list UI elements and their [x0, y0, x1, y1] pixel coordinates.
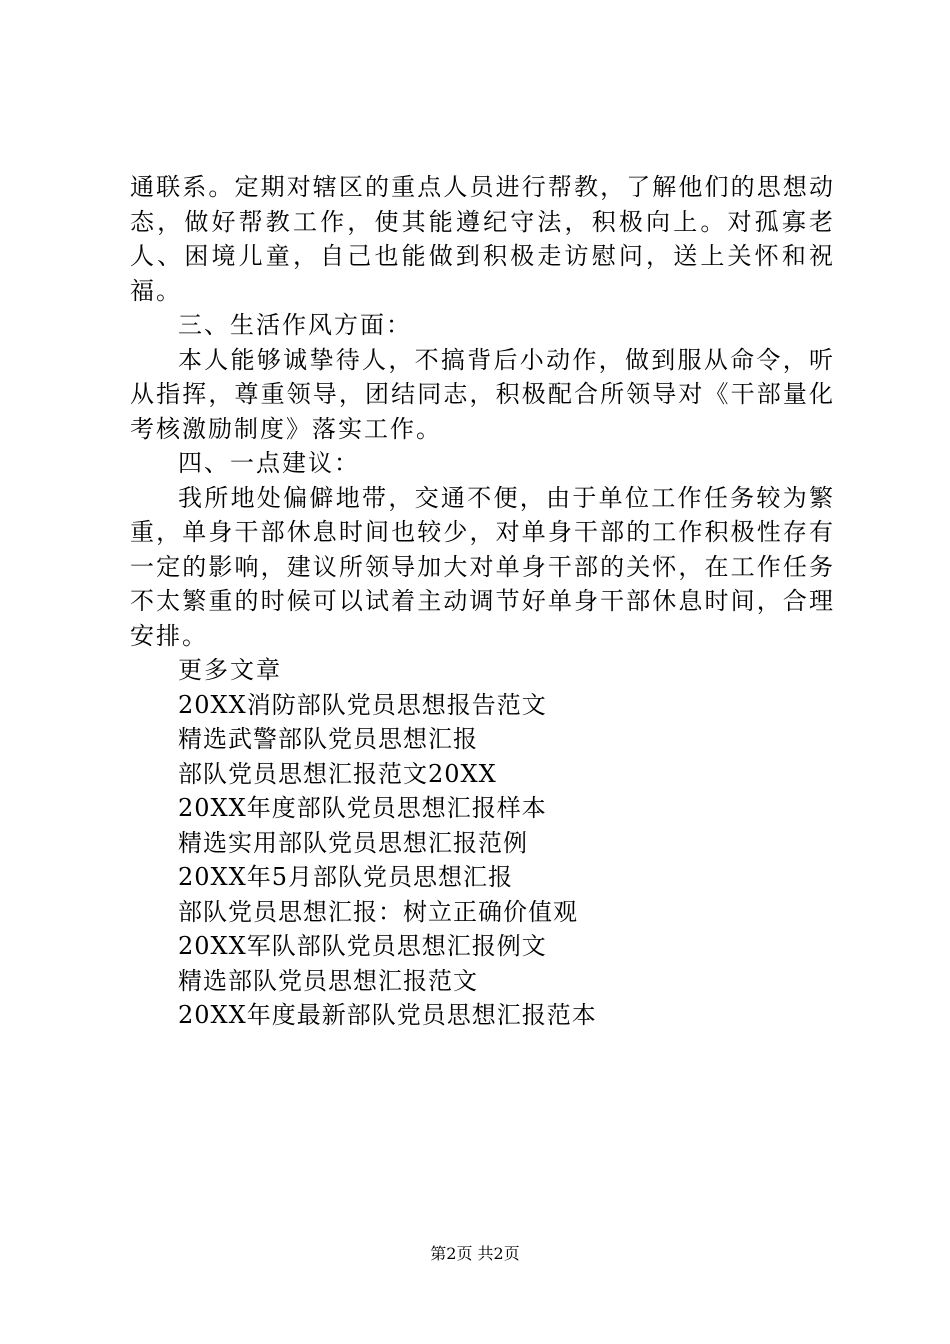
article-link[interactable]: 部队党员思想汇报：树立正确价值观 [178, 897, 578, 926]
article-link[interactable]: 20XX年5月部队党员思想汇报 [178, 863, 513, 891]
document-body [130, 170, 835, 1033]
paragraph-lifestyle: 本人能够诚挚待人，不搞背后小动作，做到服从命令，听从指挥，尊重领导，团结同志，积极配合所领导对《干部量化考核激励制度》落实工作。 [130, 345, 835, 443]
paragraph-suggestion: 我所地处偏僻地带，交通不便，由于单位工作任务较为繁重，单身干部休息时间也较少，对单身干部的工作积极性存有一定的影响，建议所领导加大对单身干部的关怀，在工作任务不太繁重的时候可以试着主动调节好单身干部休息时间，合理安排。 [130, 483, 835, 650]
paragraph-contact: 通联系。定期对辖区的重点人员进行帮教，了解他们的思想动态，做好帮教工作，使其能遵纪守法，积极向上。对孤寡老人、困境儿童，自己也能做到积极走访慰问，送上关怀和祝福。 [130, 173, 835, 305]
page-footer: 第2页 共2页 [430, 1244, 520, 1263]
article-link[interactable]: 精选部队党员思想汇报范文 [178, 966, 478, 995]
more-articles-title: 更多文章 [178, 656, 282, 684]
section-heading-suggestion: 四、一点建议： [178, 449, 360, 477]
article-link[interactable]: 20XX军队部队党员思想汇报例文 [178, 932, 547, 960]
article-link[interactable]: 精选武警部队党员思想汇报 [178, 725, 478, 753]
section-heading-lifestyle: 三、生活作风方面： [178, 311, 412, 339]
article-link[interactable]: 精选实用部队党员思想汇报范例 [178, 828, 528, 857]
more-articles-list [130, 688, 835, 1033]
article-link[interactable]: 20XX年度部队党员思想汇报样本 [178, 794, 547, 822]
article-link[interactable]: 部队党员思想汇报范文20XX [178, 759, 497, 788]
article-link[interactable]: 20XX年度最新部队党员思想汇报范本 [178, 1001, 597, 1029]
article-link[interactable]: 20XX消防部队党员思想报告范文 [178, 690, 547, 719]
